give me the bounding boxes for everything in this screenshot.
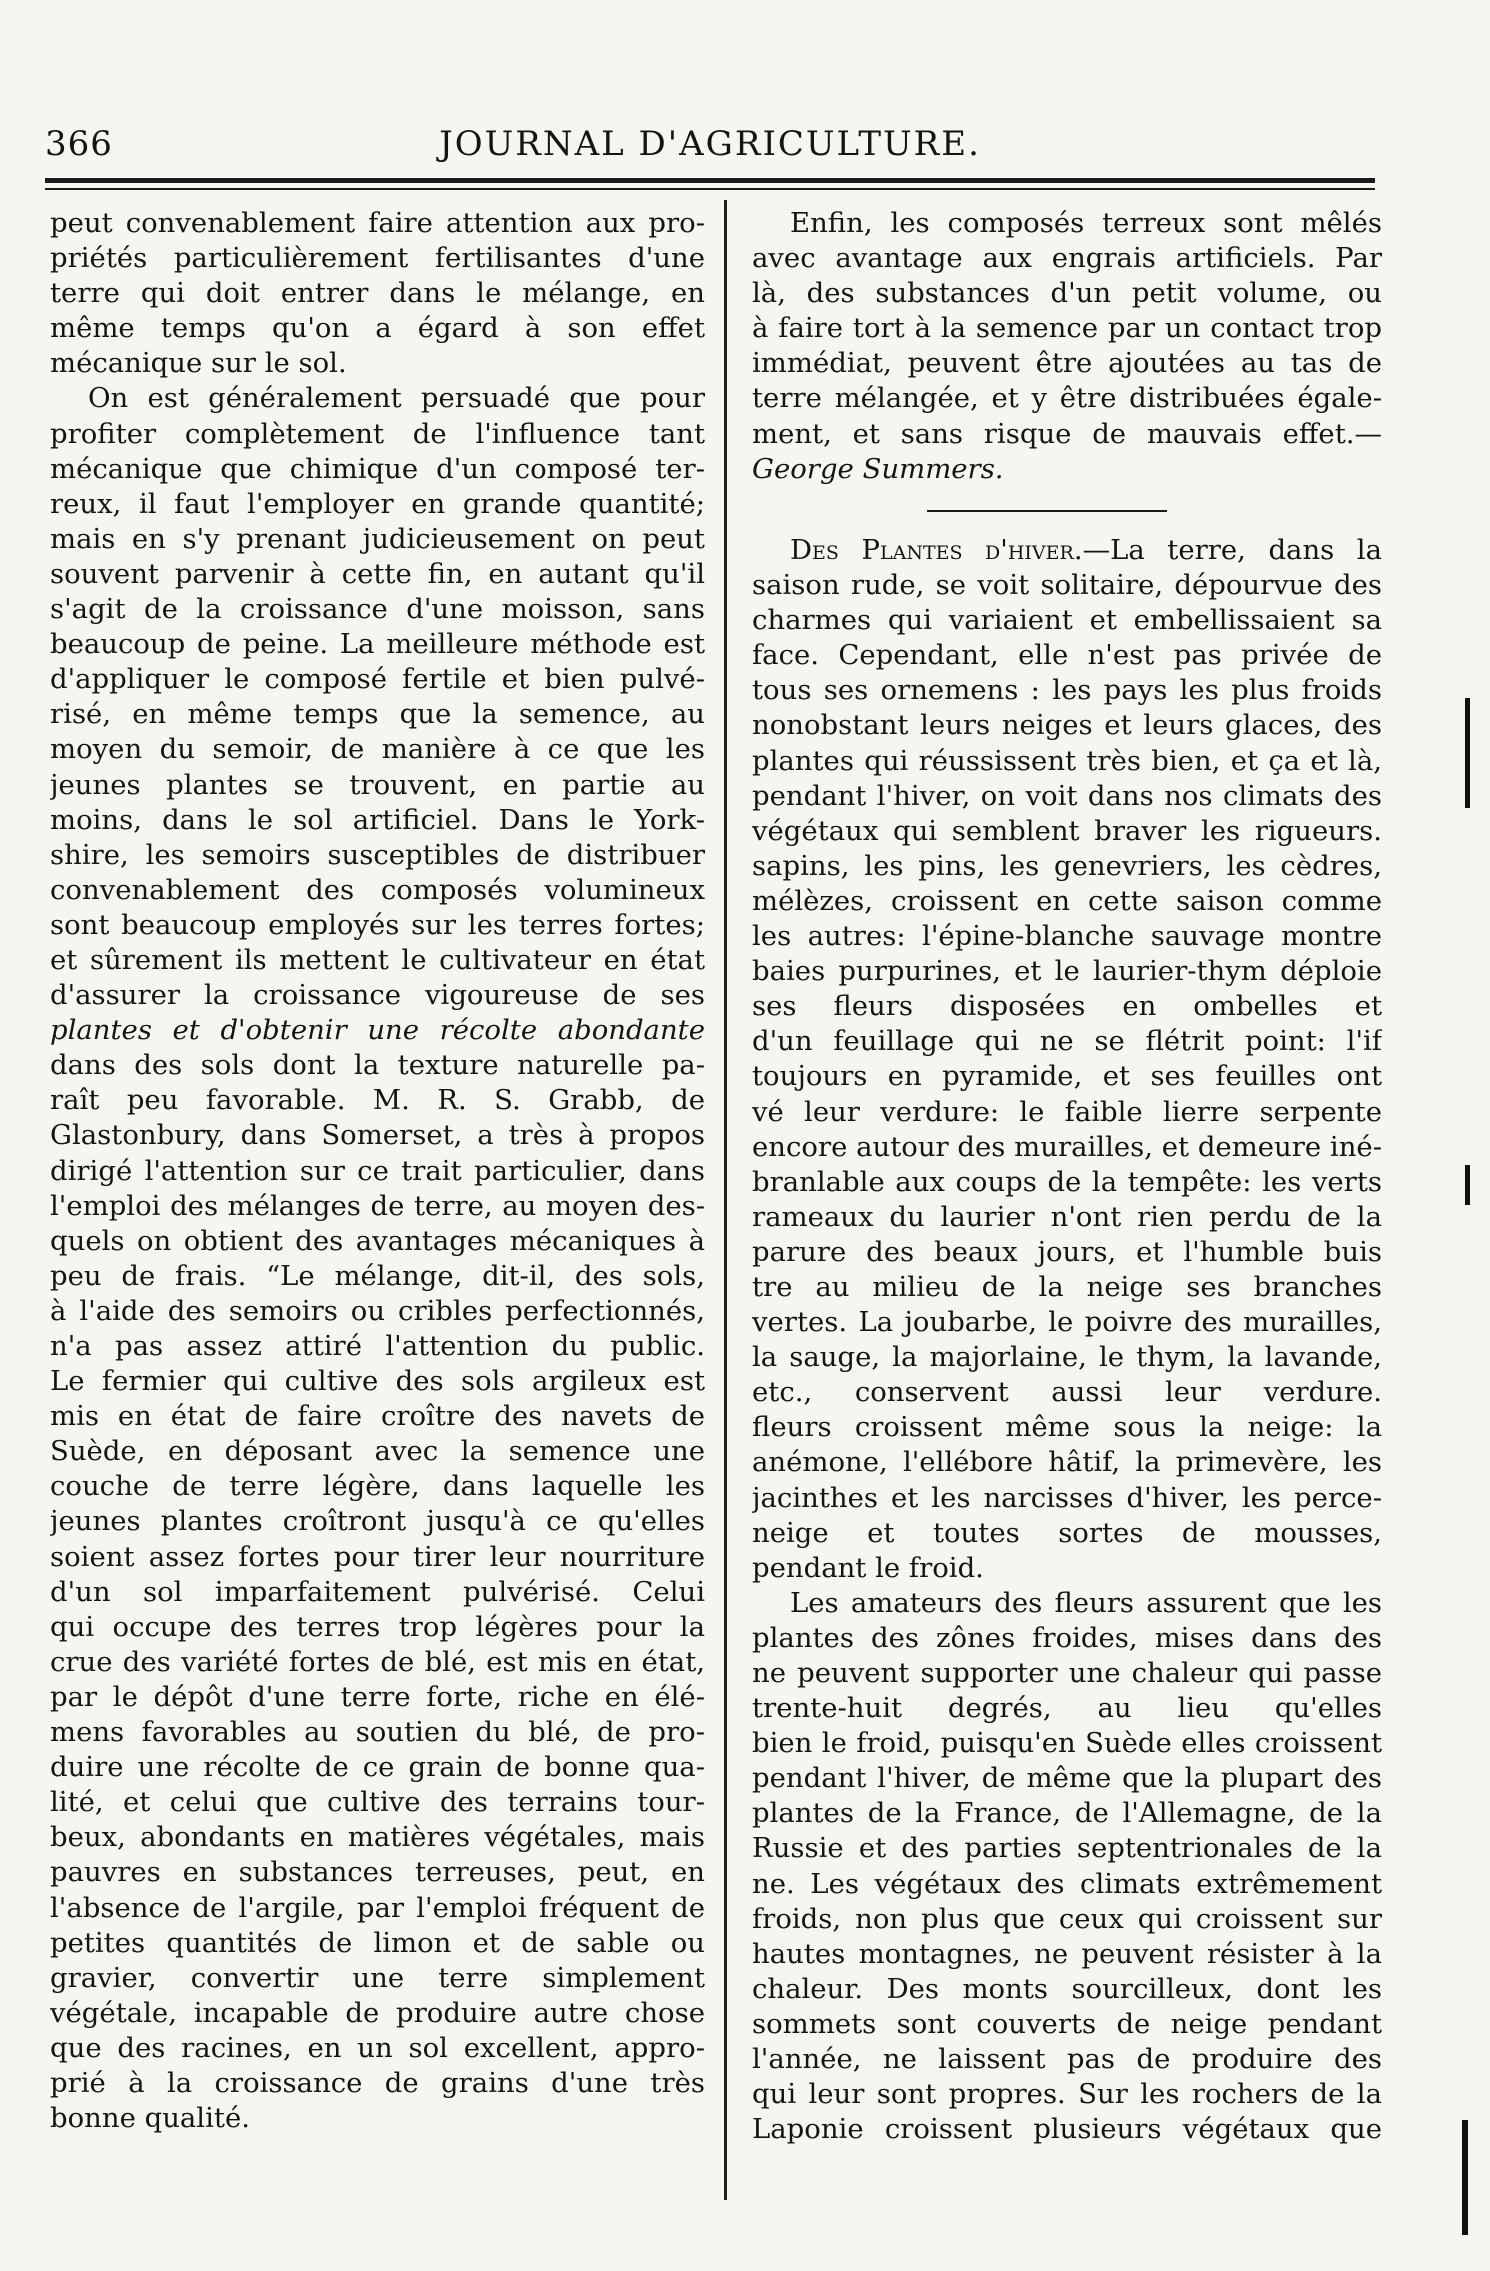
text-line: plantes qui réussissent très bien, et ça et là, — [752, 744, 1382, 777]
text-line: là, des substances d'un petit volume, ou — [752, 277, 1382, 310]
text-line: s'agit de la croissance d'une moisson, sans — [50, 593, 705, 626]
text-line: nonobstant leurs neiges et leurs glaces, des — [752, 709, 1382, 742]
text-line: sont beaucoup employés sur les terres fortes; — [50, 908, 705, 941]
text-line: saison rude, se voit solitaire, dépourvue des — [752, 569, 1382, 602]
text-line: à faire tort à la semence par un contact trop — [752, 312, 1382, 345]
text-line: froids, non plus que ceux qui croissent sur — [752, 1902, 1382, 1935]
text-line: qui leur sont propres. Sur les rochers de la — [752, 2078, 1382, 2111]
text-line: sapins, les pins, les genevriers, les cèdres, — [752, 849, 1382, 882]
text-line: encore autour des murailles, et demeure iné- — [752, 1130, 1382, 1163]
text-line: pauvres en substances terreuses, peut, en — [50, 1856, 705, 1889]
text-line: Le fermier qui cultive des sols argileux est — [50, 1365, 705, 1398]
section-separator — [927, 510, 1167, 512]
text-line: pendant le froid. — [752, 1551, 984, 1584]
text-line: raît peu favorable. M. R. S. Grabb, de — [50, 1084, 705, 1117]
text-line: moins, dans le sol artificiel. Dans le York- — [50, 803, 705, 836]
text-line: ses fleurs disposées en ombelles et — [752, 990, 1382, 1023]
text-line: vé leur verdure: le faible lierre serpente — [752, 1095, 1382, 1128]
text-line: à l'aide des semoirs ou cribles perfectionnés, — [50, 1294, 705, 1327]
text-line: couche de terre légère, dans laquelle les — [50, 1470, 705, 1503]
text-line: jeunes plantes croîtront jusqu'à ce qu'elles — [50, 1505, 705, 1538]
text-line: dirigé l'attention sur ce trait particulier, dans — [50, 1154, 705, 1187]
text-line: mens favorables au soutien du blé, de pro- — [50, 1716, 705, 1749]
text-line: souvent parvenir à cette fin, en autant qu'il — [50, 557, 705, 590]
text-line: rameaux du laurier n'ont rien perdu de la — [752, 1200, 1382, 1233]
text-line: quels on obtient des avantages mécaniques à — [50, 1224, 705, 1257]
column-divider — [724, 200, 727, 2200]
text-line: risé, en même temps que la semence, au — [50, 698, 705, 731]
text-line: chaleur. Des monts sourcilleux, dont les — [752, 1972, 1382, 2005]
text-line: terre mélangée, et y être distribuées égale- — [752, 382, 1382, 415]
header-rule-thick — [45, 178, 1375, 183]
text-line: hautes montagnes, ne peuvent résister à la — [752, 1937, 1382, 1970]
text-line: végétaux qui semblent braver les rigueurs. — [752, 814, 1382, 847]
text-line: Suède, en déposant avec la semence une — [50, 1435, 705, 1468]
text-line: mécanique sur le sol. — [50, 347, 347, 380]
text-line: d'un feuillage qui ne se flétrit point: l'if — [752, 1025, 1382, 1058]
text-line: beux, abondants en matières végétales, mais — [50, 1821, 705, 1854]
text-line: toujours en pyramide, et ses feuilles ont — [752, 1060, 1382, 1093]
text-line: crue des variété fortes de blé, est mis en état, — [50, 1645, 705, 1678]
text-line: trente-huit degrés, au lieu qu'elles — [752, 1692, 1382, 1725]
text-line: mécanique que chimique d'un composé ter- — [50, 452, 705, 485]
text-line: lité, et celui que cultive des terrains tour- — [50, 1786, 705, 1819]
text-line: anémone, l'ellébore hâtif, la primevère, les — [752, 1446, 1382, 1479]
text-line: soient assez fortes pour tirer leur nourriture — [50, 1540, 705, 1573]
text-line: etc., conservent aussi leur verdure. — [752, 1376, 1382, 1409]
right-column-top — [752, 206, 1382, 487]
section-first-text: —La terre, dans la — [1082, 534, 1382, 566]
margin-mark — [1465, 1165, 1470, 1205]
text-line: d'assurer la croissance vigoureuse de ses — [50, 979, 705, 1012]
text-line: la sauge, la majorlaine, le thym, la lavande, — [752, 1341, 1382, 1374]
text-line: immédiat, peuvent être ajoutées au tas de — [752, 347, 1382, 380]
text-line: Russie et des parties septentrionales de la — [752, 1832, 1382, 1865]
text-line: Laponie croissent plusieurs végétaux que — [752, 2113, 1382, 2146]
text-line: plantes des zônes froides, mises dans des — [752, 1621, 1382, 1654]
text-line: petites quantités de limon et de sable ou — [50, 1926, 705, 1959]
text-line: pendant l'hiver, de même que la plupart des — [752, 1762, 1382, 1795]
text-line: peu de frais. “Le mélange, dit-il, des sols, — [50, 1259, 705, 1292]
text-line: plantes de la France, de l'Allemagne, de la — [752, 1797, 1382, 1830]
text-line: face. Cependant, elle n'est pas privée de — [752, 639, 1382, 672]
text-line: ne. Les végétaux des climats extrêmement — [752, 1867, 1382, 1900]
text-line: ment, et sans risque de mauvais effet.— — [752, 417, 1382, 450]
text-line: Les amateurs des fleurs assurent que les — [790, 1586, 1382, 1619]
text-line: plantes et d'obtenir une récolte abondante — [50, 1014, 705, 1047]
section-heading: Des Plantes d'hiver. — [790, 534, 1083, 566]
text-line: neige et toutes sortes de mousses, — [752, 1516, 1382, 1549]
journal-title: JOURNAL D'AGRICULTURE. — [439, 124, 981, 164]
text-line: gravier, convertir une terre simplement — [50, 1961, 705, 1994]
text-line: terre qui doit entrer dans le mélange, en — [50, 277, 705, 310]
text-line: baies purpurines, et le laurier-thym déploie — [752, 955, 1382, 988]
text-line: priétés particulièrement fertilisantes d'une — [50, 242, 705, 275]
text-line: d'un sol imparfaitement pulvérisé. Celui — [50, 1575, 705, 1608]
signature: George Summers. — [752, 452, 1004, 485]
text-line: bonne qualité. — [50, 2102, 250, 2135]
text-line: Enfin, les composés terreux sont mêlés — [790, 207, 1382, 239]
page-header — [45, 124, 1375, 174]
text-line: duire une récolte de ce grain de bonne qua- — [50, 1751, 705, 1784]
text-line: vertes. La joubarbe, le poivre des murailles, — [752, 1306, 1382, 1339]
text-line: charmes qui variaient et embellissaient sa — [752, 604, 1382, 637]
text-line: jacinthes et les narcisses d'hiver, les perce- — [752, 1481, 1382, 1514]
text-line: dans des sols dont la texture naturelle pa- — [50, 1049, 705, 1082]
text-line: les autres: l'épine-blanche sauvage montre — [752, 920, 1382, 953]
text-line: parure des beaux jours, et l'humble buis — [752, 1235, 1382, 1268]
text-line: et sûrement ils mettent le cultivateur en état — [50, 943, 705, 976]
text-line: sommets sont couverts de neige pendant — [752, 2007, 1382, 2040]
text-line: fleurs croissent même sous la neige: la — [752, 1411, 1382, 1444]
text-line: prié à la croissance de grains d'une très — [50, 2066, 705, 2099]
text-line: mélèzes, croissent en cette saison comme — [752, 884, 1382, 917]
right-column-section — [752, 533, 1382, 2147]
text-line: végétale, incapable de produire autre chose — [50, 1996, 705, 2029]
text-line: tous ses ornemens : les pays les plus froids — [752, 674, 1382, 707]
margin-mark — [1462, 2120, 1468, 2235]
left-column — [50, 206, 705, 2136]
header-rule-thin — [45, 188, 1375, 190]
text-line: l'absence de l'argile, par l'emploi fréquent de — [50, 1891, 705, 1924]
text-line: jeunes plantes se trouvent, en partie au — [50, 768, 705, 801]
text-line: que des racines, en un sol excellent, appro- — [50, 2031, 705, 2064]
text-line: bien le froid, puisqu'en Suède elles croissent — [752, 1727, 1382, 1760]
text-line: ne peuvent supporter une chaleur qui passe — [752, 1657, 1382, 1689]
text-line: reux, il faut l'employer en grande quantité; — [50, 487, 705, 520]
margin-mark — [1465, 698, 1470, 808]
page-number: 366 — [45, 124, 113, 164]
text-line: l'année, ne laissent pas de produire des — [752, 2043, 1382, 2076]
text-line: même temps qu'on a égard à son effet — [50, 312, 705, 345]
text-line: beaucoup de peine. La meilleure méthode est — [50, 628, 705, 661]
text-line: qui occupe des terres trop légères pour la — [50, 1610, 705, 1643]
text-line: branlable aux coups de la tempête: les verts — [752, 1165, 1382, 1198]
section-first-line — [752, 533, 1382, 568]
text-line: l'emploi des mélanges de terre, au moyen des- — [50, 1189, 705, 1222]
text-line: mis en état de faire croître des navets de — [50, 1400, 705, 1433]
text-line: par le dépôt d'une terre forte, riche en élé- — [50, 1680, 705, 1713]
text-line: On est généralement persuadé que pour — [88, 382, 705, 415]
text-line: pendant l'hiver, on voit dans nos climats des — [752, 779, 1382, 812]
text-line: mais en s'y prenant judicieusement on peut — [50, 522, 705, 555]
text-line: n'a pas assez attiré l'attention du public. — [50, 1330, 705, 1362]
text-line: peut convenablement faire attention aux pro- — [50, 207, 705, 239]
text-line: Glastonbury, dans Somerset, a très à propos — [50, 1119, 705, 1152]
text-line: avec avantage aux engrais artificiels. Par — [752, 242, 1382, 275]
text-line: d'appliquer le composé fertile et bien pulvé- — [50, 663, 705, 696]
text-line: tre au milieu de la neige ses branches — [752, 1270, 1382, 1303]
text-line: moyen du semoir, de manière à ce que les — [50, 733, 705, 766]
text-line: shire, les semoirs susceptibles de distribuer — [50, 838, 705, 871]
text-line: convenablement des composés volumineux — [50, 873, 705, 906]
text-line: profiter complètement de l'influence tant — [50, 417, 705, 450]
